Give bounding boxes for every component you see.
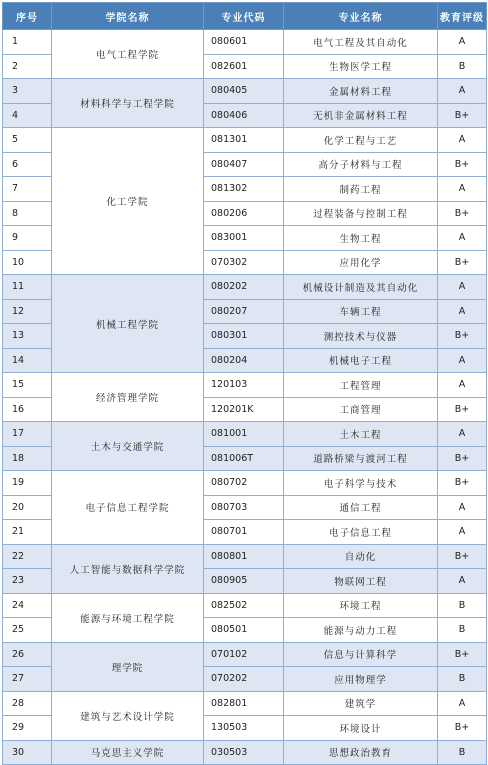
school-group	[3, 30, 487, 79]
school-group	[3, 642, 487, 691]
rating-grade: A	[438, 226, 487, 251]
rating-grade: A	[438, 520, 487, 545]
major-code: 081001	[204, 422, 284, 447]
row-number: 7	[3, 177, 52, 202]
row-number: 8	[3, 201, 52, 226]
header-no: 序号	[3, 3, 52, 30]
table-row	[3, 275, 487, 300]
major-name: 物联网工程	[284, 569, 438, 594]
major-name: 自动化	[284, 544, 438, 569]
rating-grade: A	[438, 299, 487, 324]
major-name: 通信工程	[284, 495, 438, 520]
major-code: 082502	[204, 593, 284, 618]
row-number: 23	[3, 569, 52, 594]
rating-grade: A	[438, 79, 487, 104]
school-name: 理学院	[52, 642, 204, 691]
major-code: 130503	[204, 716, 284, 741]
major-code: 081301	[204, 128, 284, 153]
major-code: 070302	[204, 250, 284, 275]
rating-grade: B+	[438, 716, 487, 741]
major-name: 工程管理	[284, 373, 438, 398]
major-name: 道路桥梁与渡河工程	[284, 446, 438, 471]
header-major: 专业名称	[284, 3, 438, 30]
row-number: 30	[3, 740, 52, 765]
major-name: 高分子材料与工程	[284, 152, 438, 177]
major-code: 080701	[204, 520, 284, 545]
school-group	[3, 544, 487, 593]
school-group	[3, 691, 487, 740]
rating-grade: A	[438, 691, 487, 716]
major-name: 过程装备与控制工程	[284, 201, 438, 226]
row-number: 21	[3, 520, 52, 545]
row-number: 10	[3, 250, 52, 275]
school-group	[3, 275, 487, 373]
row-number: 27	[3, 667, 52, 692]
school-name: 电气工程学院	[52, 30, 204, 79]
row-number: 24	[3, 593, 52, 618]
major-code: 083001	[204, 226, 284, 251]
table-row	[3, 30, 487, 55]
row-number: 29	[3, 716, 52, 741]
major-name: 生物工程	[284, 226, 438, 251]
rating-grade: B	[438, 618, 487, 643]
school-name: 人工智能与数据科学学院	[52, 544, 204, 593]
rating-grade: A	[438, 373, 487, 398]
school-name: 化工学院	[52, 128, 204, 275]
rating-grade: B+	[438, 471, 487, 496]
rating-grade: A	[438, 177, 487, 202]
table-row	[3, 740, 487, 765]
major-code: 080207	[204, 299, 284, 324]
major-name: 制药工程	[284, 177, 438, 202]
rating-grade: B+	[438, 446, 487, 471]
table-row	[3, 373, 487, 398]
rating-grade: B+	[438, 642, 487, 667]
header-code: 专业代码	[204, 3, 284, 30]
school-name: 能源与环境工程学院	[52, 593, 204, 642]
row-number: 14	[3, 348, 52, 373]
school-group	[3, 128, 487, 275]
major-name: 电子信息工程	[284, 520, 438, 545]
major-name: 环境工程	[284, 593, 438, 618]
row-number: 3	[3, 79, 52, 104]
row-number: 4	[3, 103, 52, 128]
table-row	[3, 471, 487, 496]
major-name: 应用化学	[284, 250, 438, 275]
rating-grade: B+	[438, 152, 487, 177]
major-name: 建筑学	[284, 691, 438, 716]
major-name: 车辆工程	[284, 299, 438, 324]
major-name: 化学工程与工艺	[284, 128, 438, 153]
rating-grade: A	[438, 30, 487, 55]
major-name: 机械电子工程	[284, 348, 438, 373]
major-code: 081006T	[204, 446, 284, 471]
rating-grade: B+	[438, 324, 487, 349]
school-group	[3, 422, 487, 471]
major-code: 080406	[204, 103, 284, 128]
school-group	[3, 471, 487, 545]
rating-grade: B	[438, 740, 487, 765]
rating-table	[2, 2, 487, 765]
row-number: 25	[3, 618, 52, 643]
row-number: 18	[3, 446, 52, 471]
row-number: 5	[3, 128, 52, 153]
school-name: 建筑与艺术设计学院	[52, 691, 204, 740]
header-rating: 教育评级	[438, 3, 487, 30]
school-group	[3, 593, 487, 642]
table-row	[3, 422, 487, 447]
major-code: 120103	[204, 373, 284, 398]
major-name: 电子科学与技术	[284, 471, 438, 496]
row-number: 13	[3, 324, 52, 349]
school-group	[3, 740, 487, 765]
rating-grade: B+	[438, 250, 487, 275]
school-group	[3, 79, 487, 128]
row-number: 26	[3, 642, 52, 667]
major-code: 080601	[204, 30, 284, 55]
major-code: 080407	[204, 152, 284, 177]
major-code: 081302	[204, 177, 284, 202]
major-code: 080702	[204, 471, 284, 496]
row-number: 17	[3, 422, 52, 447]
major-code: 080206	[204, 201, 284, 226]
major-name: 生物医学工程	[284, 54, 438, 79]
major-name: 能源与动力工程	[284, 618, 438, 643]
row-number: 9	[3, 226, 52, 251]
school-name: 电子信息工程学院	[52, 471, 204, 545]
school-name: 马克思主义学院	[52, 740, 204, 765]
row-number: 12	[3, 299, 52, 324]
major-name: 工商管理	[284, 397, 438, 422]
major-code: 080405	[204, 79, 284, 104]
rating-grade: B	[438, 54, 487, 79]
rating-grade: A	[438, 275, 487, 300]
row-number: 22	[3, 544, 52, 569]
major-code: 120201K	[204, 397, 284, 422]
major-code: 030503	[204, 740, 284, 765]
major-name: 环境设计	[284, 716, 438, 741]
major-name: 机械设计制造及其自动化	[284, 275, 438, 300]
header-school: 学院名称	[52, 3, 204, 30]
row-number: 11	[3, 275, 52, 300]
major-code: 080905	[204, 569, 284, 594]
school-name: 材料科学与工程学院	[52, 79, 204, 128]
major-name: 土木工程	[284, 422, 438, 447]
major-code: 080801	[204, 544, 284, 569]
row-number: 16	[3, 397, 52, 422]
major-code: 082801	[204, 691, 284, 716]
row-number: 19	[3, 471, 52, 496]
row-number: 15	[3, 373, 52, 398]
major-code: 080202	[204, 275, 284, 300]
major-code: 080204	[204, 348, 284, 373]
school-group	[3, 373, 487, 422]
row-number: 1	[3, 30, 52, 55]
header-row	[3, 3, 487, 30]
school-name: 经济管理学院	[52, 373, 204, 422]
major-name: 信息与计算科学	[284, 642, 438, 667]
rating-grade: A	[438, 422, 487, 447]
row-number: 6	[3, 152, 52, 177]
major-code: 080301	[204, 324, 284, 349]
major-code: 070202	[204, 667, 284, 692]
rating-grade: B+	[438, 544, 487, 569]
rating-grade: B+	[438, 201, 487, 226]
rating-grade: A	[438, 495, 487, 520]
school-name: 土木与交通学院	[52, 422, 204, 471]
major-name: 应用物理学	[284, 667, 438, 692]
rating-grade: B	[438, 593, 487, 618]
major-name: 金属材料工程	[284, 79, 438, 104]
major-code: 080703	[204, 495, 284, 520]
rating-grade: B+	[438, 397, 487, 422]
table-row	[3, 128, 487, 153]
rating-grade: A	[438, 128, 487, 153]
table-row	[3, 691, 487, 716]
row-number: 2	[3, 54, 52, 79]
major-code: 080501	[204, 618, 284, 643]
major-code: 082601	[204, 54, 284, 79]
row-number: 20	[3, 495, 52, 520]
school-name: 机械工程学院	[52, 275, 204, 373]
table-row	[3, 79, 487, 104]
major-name: 思想政治教育	[284, 740, 438, 765]
table-row	[3, 544, 487, 569]
rating-grade: B	[438, 667, 487, 692]
table-row	[3, 593, 487, 618]
major-name: 测控技术与仪器	[284, 324, 438, 349]
row-number: 28	[3, 691, 52, 716]
table-row	[3, 642, 487, 667]
rating-grade: A	[438, 569, 487, 594]
rating-grade: B+	[438, 103, 487, 128]
major-name: 无机非金属材料工程	[284, 103, 438, 128]
rating-grade: A	[438, 348, 487, 373]
major-code: 070102	[204, 642, 284, 667]
major-name: 电气工程及其自动化	[284, 30, 438, 55]
